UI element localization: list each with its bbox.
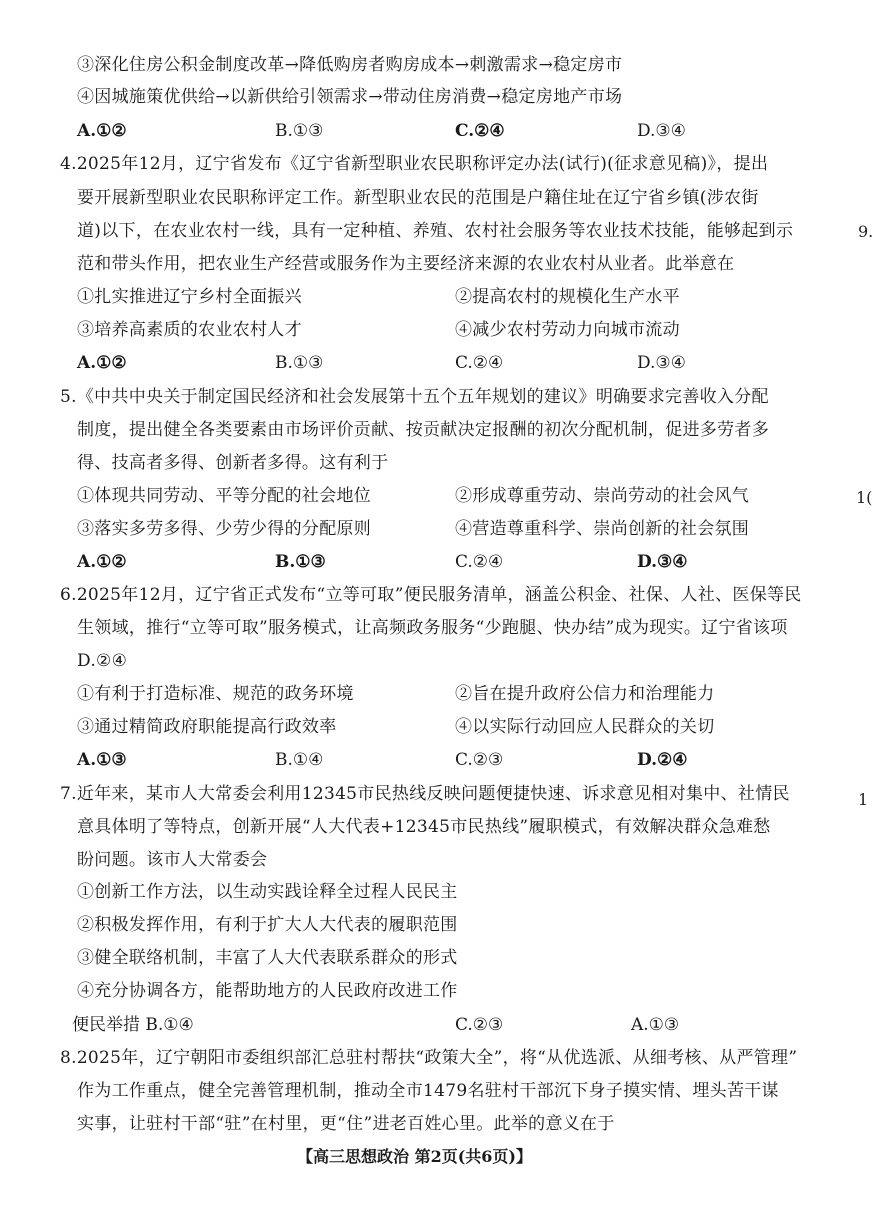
q6-item-4: ④以实际行动回应人民群众的关切	[455, 717, 715, 737]
q6-option-b: B.①④	[275, 750, 324, 770]
q7-item-1: ①创新工作方法，以生动实践诠释全过程人民民主	[77, 882, 458, 902]
q3-option-a: A.①②	[77, 121, 127, 141]
q4-option-a: A.①②	[77, 353, 127, 373]
edge-mark-10: 1(	[856, 488, 873, 507]
q3-item-4: ④因城施策优供给→以新供给引领需求→带动住房消费→稳定房地产市场	[77, 87, 623, 107]
q7-item-2: ②积极发挥作用，有利于扩大人大代表的履职范围	[77, 915, 458, 935]
q5-item-2: ②形成尊重劳动、崇尚劳动的社会风气	[455, 486, 750, 506]
q6-item-2: ②旨在提升政府公信力和治理能力	[455, 684, 715, 704]
q4-item-1: ①扎实推进辽宁乡村全面振兴	[77, 287, 302, 307]
q6-stem-line-1: 6.2025年12月，辽宁省正式发布“立等可取”便民服务清单，涵盖公积金、社保、人社、医保等民	[60, 585, 802, 605]
q8-stem-line-1: 8.2025年，辽宁朝阳市委组织部汇总驻村帮扶“政策大全”，将“从优选派、从细考核、从严管理”	[60, 1048, 798, 1068]
q4-option-b: B.①③	[275, 353, 324, 373]
q4-item-2: ②提高农村的规模化生产水平	[455, 287, 680, 307]
q7-item-3: ③健全联络机制，丰富了人大代表联系群众的形式	[77, 948, 458, 968]
q5-option-b: B.①③	[275, 552, 326, 572]
q6-item-1: ①有利于打造标准、规范的政务环境	[77, 684, 354, 704]
q5-option-d: D.③④	[637, 552, 688, 572]
q4-option-d: D.③④	[637, 353, 686, 373]
edge-mark-9: 9.	[858, 222, 873, 241]
q6-stem-line-3: D.②④	[77, 651, 128, 671]
q6-option-c: C.②③	[455, 750, 504, 770]
q4-item-3: ③培养高素质的农业农村人才	[77, 320, 302, 340]
q7-option-b: 便民举措 B.①④	[72, 1015, 194, 1035]
q7-stem-line-1: 7.近年来，某市人大常委会利用12345市民热线反映问题便捷快速、诉求意见相对集中、社情民	[60, 784, 790, 804]
q4-option-c: C.②④	[455, 353, 504, 373]
q4-stem-line-1: 4.2025年12月，辽宁省发布《辽宁省新型职业农民职称评定办法(试行)(征求意见稿)》，提出	[60, 154, 769, 174]
edge-mark-1: 1	[858, 790, 869, 809]
q4-stem-line-2: 要开展新型职业农民职称评定工作。新型职业农民的范围是户籍住址在辽宁省乡镇(涉农街	[77, 188, 759, 208]
q5-option-a: A.①②	[77, 552, 127, 572]
q7-item-4: ④充分协调各方，能帮助地方的人民政府改进工作	[77, 981, 458, 1001]
q4-stem-line-4: 范和带头作用，把农业生产经营或服务作为主要经济来源的农业农村从业者。此举意在	[77, 254, 735, 274]
q3-item-3: ③深化住房公积金制度改革→降低购房者购房成本→刺激需求→稳定房市	[77, 55, 623, 75]
q6-option-a: A.①③	[77, 750, 127, 770]
q7-option-a: A.①③	[631, 1015, 680, 1035]
q4-item-4: ④减少农村劳动力向城市流动	[455, 320, 680, 340]
q7-option-c: C.②③	[455, 1015, 504, 1035]
q3-option-c: C.②④	[455, 121, 505, 141]
q6-option-d: D.②④	[637, 750, 688, 770]
q5-stem-line-3: 得、技高者多得、创新者多得。这有利于	[77, 453, 389, 473]
q7-stem-line-3: 盼问题。该市人大常委会	[77, 850, 268, 870]
q8-stem-line-2: 作为工作重点，健全完善管理机制，推动全市1479名驻村干部沉下身子摸实情、埋头苦干谋	[77, 1081, 779, 1101]
q6-item-3: ③通过精简政府职能提高行政效率	[77, 717, 337, 737]
q5-item-4: ④营造尊重科学、崇尚创新的社会氛围	[455, 519, 750, 539]
q6-stem-line-2: 生领域，推行“立等可取”服务模式，让高频政务服务“少跑腿、快办结”成为现实。辽宁省该项	[77, 618, 788, 638]
q5-stem-line-2: 制度，提出健全各类要素由市场评价贡献、按贡献决定报酬的初次分配机制，促进多劳者多	[77, 420, 769, 440]
q7-stem-line-2: 意具体明了等特点，创新开展“人大代表+12345市民热线”履职模式，有效解决群众急难愁	[77, 817, 771, 837]
q3-option-d: D.③④	[637, 121, 686, 141]
q4-stem-line-3: 道)以下，在农业农村一线，具有一定种植、养殖、农村社会服务等农业技术技能，能够起到示	[77, 221, 794, 241]
page-footer: 【高三思想政治 第2页(共6页)】	[297, 1147, 532, 1166]
q5-option-c: C.②④	[455, 552, 504, 572]
q5-stem-line-1: 5.《中共中央关于制定国民经济和社会发展第十五个五年规划的建议》明确要求完善收入分配	[60, 387, 769, 407]
q5-item-3: ③落实多劳多得、少劳少得的分配原则	[77, 519, 372, 539]
q3-option-b: B.①③	[275, 121, 324, 141]
q5-item-1: ①体现共同劳动、平等分配的社会地位	[77, 486, 372, 506]
q8-stem-line-3: 实事，让驻村干部“驻”在村里，更“住”进老百姓心里。此举的意义在于	[77, 1114, 615, 1134]
